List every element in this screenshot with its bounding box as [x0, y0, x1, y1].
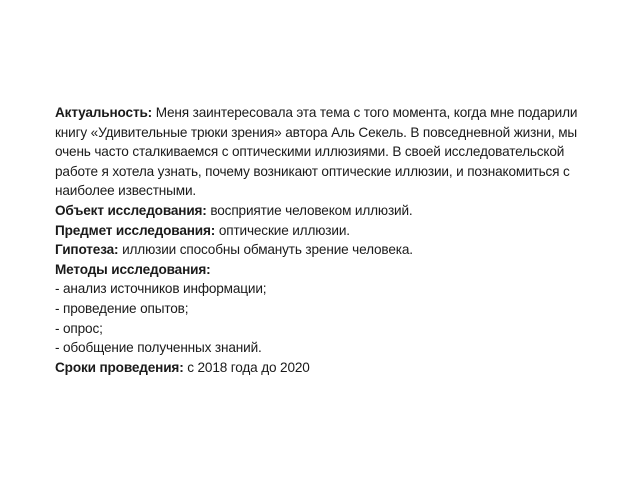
- list-item: [55, 299, 590, 319]
- hypothesis-label: Гипотеза:: [55, 242, 119, 258]
- object-label: Объект исследования:: [55, 202, 207, 218]
- dash-bullet-icon: -: [55, 340, 60, 356]
- slide-content: [55, 103, 590, 377]
- method-text: обобщение полученных знаний.: [63, 340, 262, 356]
- relevance-paragraph: [55, 103, 590, 201]
- dash-bullet-icon: -: [55, 300, 60, 316]
- list-item: [55, 319, 590, 339]
- timeline-text: с 2018 года до 2020: [187, 359, 310, 375]
- methods-list: [55, 279, 590, 357]
- method-text: проведение опытов;: [63, 300, 189, 316]
- relevance-text: Меня заинтересовала эта тема с того момента, когда мне подарили книгу «Удивительные трюки зрения» автора Аль Секель. В повседневной жизни, мы очень часто сталкиваемся с оптическими иллюзиями. В своей исследовательской работе я хотела узнать, почему возникают оптические иллюзии, и познакомиться с наиболее известными.: [55, 105, 578, 199]
- subject-text: оптические иллюзии.: [218, 222, 350, 238]
- object-text: восприятие человеком иллюзий.: [210, 202, 413, 218]
- relevance-label: Актуальность:: [55, 105, 153, 120]
- hypothesis-paragraph: [55, 240, 590, 260]
- subject-paragraph: [55, 221, 590, 241]
- timeline-label: Сроки проведения:: [55, 359, 184, 375]
- hypothesis-text: иллюзии способны обмануть зрение человека.: [122, 242, 413, 258]
- method-text: анализ источников информации;: [63, 281, 267, 297]
- methods-label: Методы исследования:: [55, 261, 211, 277]
- method-text: опрос;: [63, 320, 103, 336]
- object-paragraph: [55, 201, 590, 221]
- list-item: [55, 279, 590, 299]
- dash-bullet-icon: -: [55, 281, 60, 297]
- subject-label: Предмет исследования:: [55, 222, 216, 238]
- methods-paragraph: [55, 260, 590, 280]
- list-item: [55, 338, 590, 358]
- timeline-paragraph: [55, 358, 590, 378]
- dash-bullet-icon: -: [55, 320, 60, 336]
